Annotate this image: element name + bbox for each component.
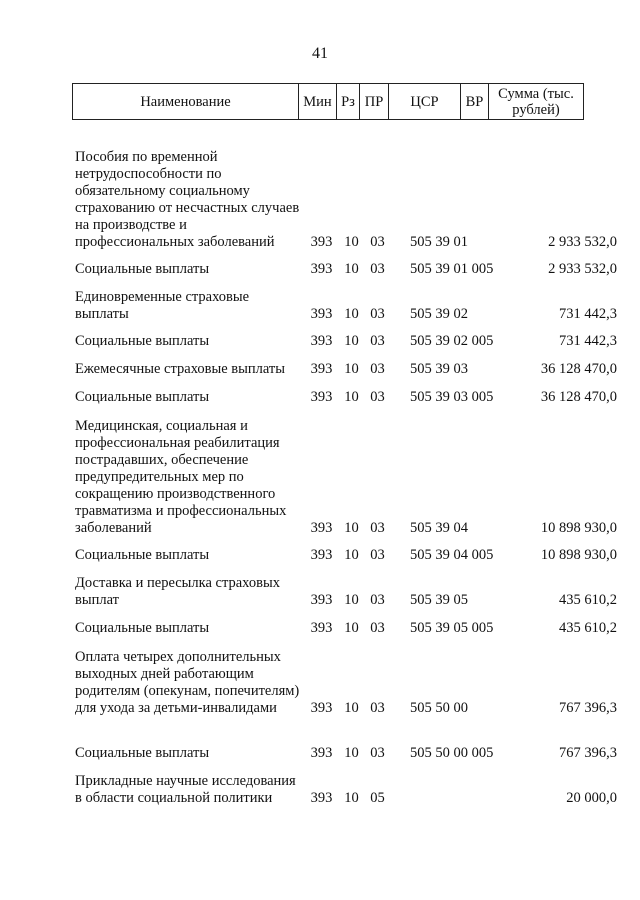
row-pr: 03 (370, 620, 385, 636)
row-pr: 03 (370, 700, 385, 716)
table-row (75, 333, 617, 350)
row-sum: 731 442,3 (559, 306, 617, 322)
row-sum: 2 933 532,0 (548, 261, 617, 277)
row-sum: 36 128 470,0 (540, 389, 617, 405)
row-csr: 505 39 02 (410, 306, 468, 322)
row-rz: 10 (344, 620, 359, 636)
row-name: Единовременные страховые выплаты (75, 289, 250, 322)
row-min: 393 (310, 234, 333, 250)
row-csr: 505 39 04 (410, 520, 468, 536)
row-pr: 03 (370, 520, 385, 536)
row-rz: 10 (344, 592, 359, 608)
table-row (75, 575, 617, 609)
header-rz: Рз (337, 84, 360, 119)
row-rz: 10 (344, 261, 359, 277)
header-pr: ПР (360, 84, 389, 119)
row-sum: 36 128 470,0 (540, 361, 617, 377)
table-row (75, 389, 617, 406)
row-rz: 10 (344, 790, 359, 806)
row-csr: 505 39 04 005 (410, 547, 494, 563)
row-pr: 03 (370, 261, 385, 277)
row-rz: 10 (344, 333, 359, 349)
row-name: Социальные выплаты (75, 261, 210, 277)
row-min: 393 (310, 261, 333, 277)
row-pr: 03 (370, 333, 385, 349)
row-rz: 10 (344, 389, 359, 405)
row-pr: 05 (370, 790, 385, 806)
header-name: Наименование (73, 84, 299, 119)
row-name: Пособия по временной нетрудоспособности по обязательному социальному страхованию от несчастных случаев на производстве и профессиональных заболеваний (75, 149, 300, 250)
row-csr: 505 39 05 (410, 592, 468, 608)
row-csr: 505 39 01 (410, 234, 468, 250)
row-rz: 10 (344, 547, 359, 563)
row-csr: 505 39 05 005 (410, 620, 494, 636)
table-row (75, 149, 617, 251)
row-sum: 767 396,3 (559, 745, 617, 761)
header-min: Мин (299, 84, 337, 119)
row-csr: 505 39 03 005 (410, 389, 494, 405)
row-pr: 03 (370, 547, 385, 563)
page-number: 41 (312, 45, 328, 62)
row-rz: 10 (344, 361, 359, 377)
row-rz: 10 (344, 306, 359, 322)
row-min: 393 (310, 306, 333, 322)
row-min: 393 (310, 790, 333, 806)
row-pr: 03 (370, 745, 385, 761)
row-name: Доставка и пересылка страховых выплат (75, 575, 280, 608)
row-name: Оплата четырех дополнительных выходных дней работающим родителям (опекунам, попечителям) для ухода за детьми-инвалидами (75, 649, 300, 716)
table-row (75, 649, 617, 717)
row-sum: 435 610,2 (559, 620, 617, 636)
row-csr: 505 50 00 (410, 700, 468, 716)
row-sum: 435 610,2 (559, 592, 617, 608)
table-row (75, 361, 617, 378)
row-csr: 505 50 00 005 (410, 745, 494, 761)
row-min: 393 (310, 620, 333, 636)
row-min: 393 (310, 547, 333, 563)
table-row (75, 620, 617, 637)
row-name: Социальные выплаты (75, 389, 210, 405)
row-sum: 2 933 532,0 (548, 234, 617, 250)
row-min: 393 (310, 389, 333, 405)
table-row (75, 261, 617, 278)
table-row (75, 418, 617, 537)
row-pr: 03 (370, 592, 385, 608)
row-name: Медицинская, социальная и профессиональная реабилитация пострадавших, обеспечение предупредительных мер по сокращению производственного травматизма и профессиональных заболеваний (75, 418, 287, 536)
row-pr: 03 (370, 389, 385, 405)
row-name: Прикладные научные исследования в области социальной политики (75, 773, 296, 806)
row-rz: 10 (344, 520, 359, 536)
row-sum: 20 000,0 (566, 790, 617, 806)
row-name: Социальные выплаты (75, 333, 210, 349)
table-row (75, 745, 617, 762)
table-header (72, 83, 584, 120)
table-row (75, 547, 617, 564)
row-csr: 505 39 03 (410, 361, 468, 377)
row-pr: 03 (370, 306, 385, 322)
header-vr: ВР (461, 84, 489, 119)
row-min: 393 (310, 333, 333, 349)
row-sum: 767 396,3 (559, 700, 617, 716)
row-name: Социальные выплаты (75, 620, 210, 636)
header-sum: Сумма (тыс. рублей) (498, 85, 574, 118)
row-min: 393 (310, 700, 333, 716)
row-csr: 505 39 01 005 (410, 261, 494, 277)
row-name: Социальные выплаты (75, 547, 210, 563)
table-row (75, 289, 617, 323)
header-csr: ЦСР (389, 84, 461, 119)
row-pr: 03 (370, 234, 385, 250)
row-sum: 10 898 930,0 (540, 547, 617, 563)
row-pr: 03 (370, 361, 385, 377)
row-name: Ежемесячные страховые выплаты (75, 361, 286, 377)
row-min: 393 (310, 745, 333, 761)
table-row (75, 773, 617, 807)
row-rz: 10 (344, 234, 359, 250)
row-min: 393 (310, 520, 333, 536)
row-rz: 10 (344, 700, 359, 716)
row-csr: 505 39 02 005 (410, 333, 494, 349)
row-sum: 731 442,3 (559, 333, 617, 349)
row-min: 393 (310, 361, 333, 377)
row-rz: 10 (344, 745, 359, 761)
row-min: 393 (310, 592, 333, 608)
row-sum: 10 898 930,0 (540, 520, 617, 536)
row-name: Социальные выплаты (75, 745, 210, 761)
